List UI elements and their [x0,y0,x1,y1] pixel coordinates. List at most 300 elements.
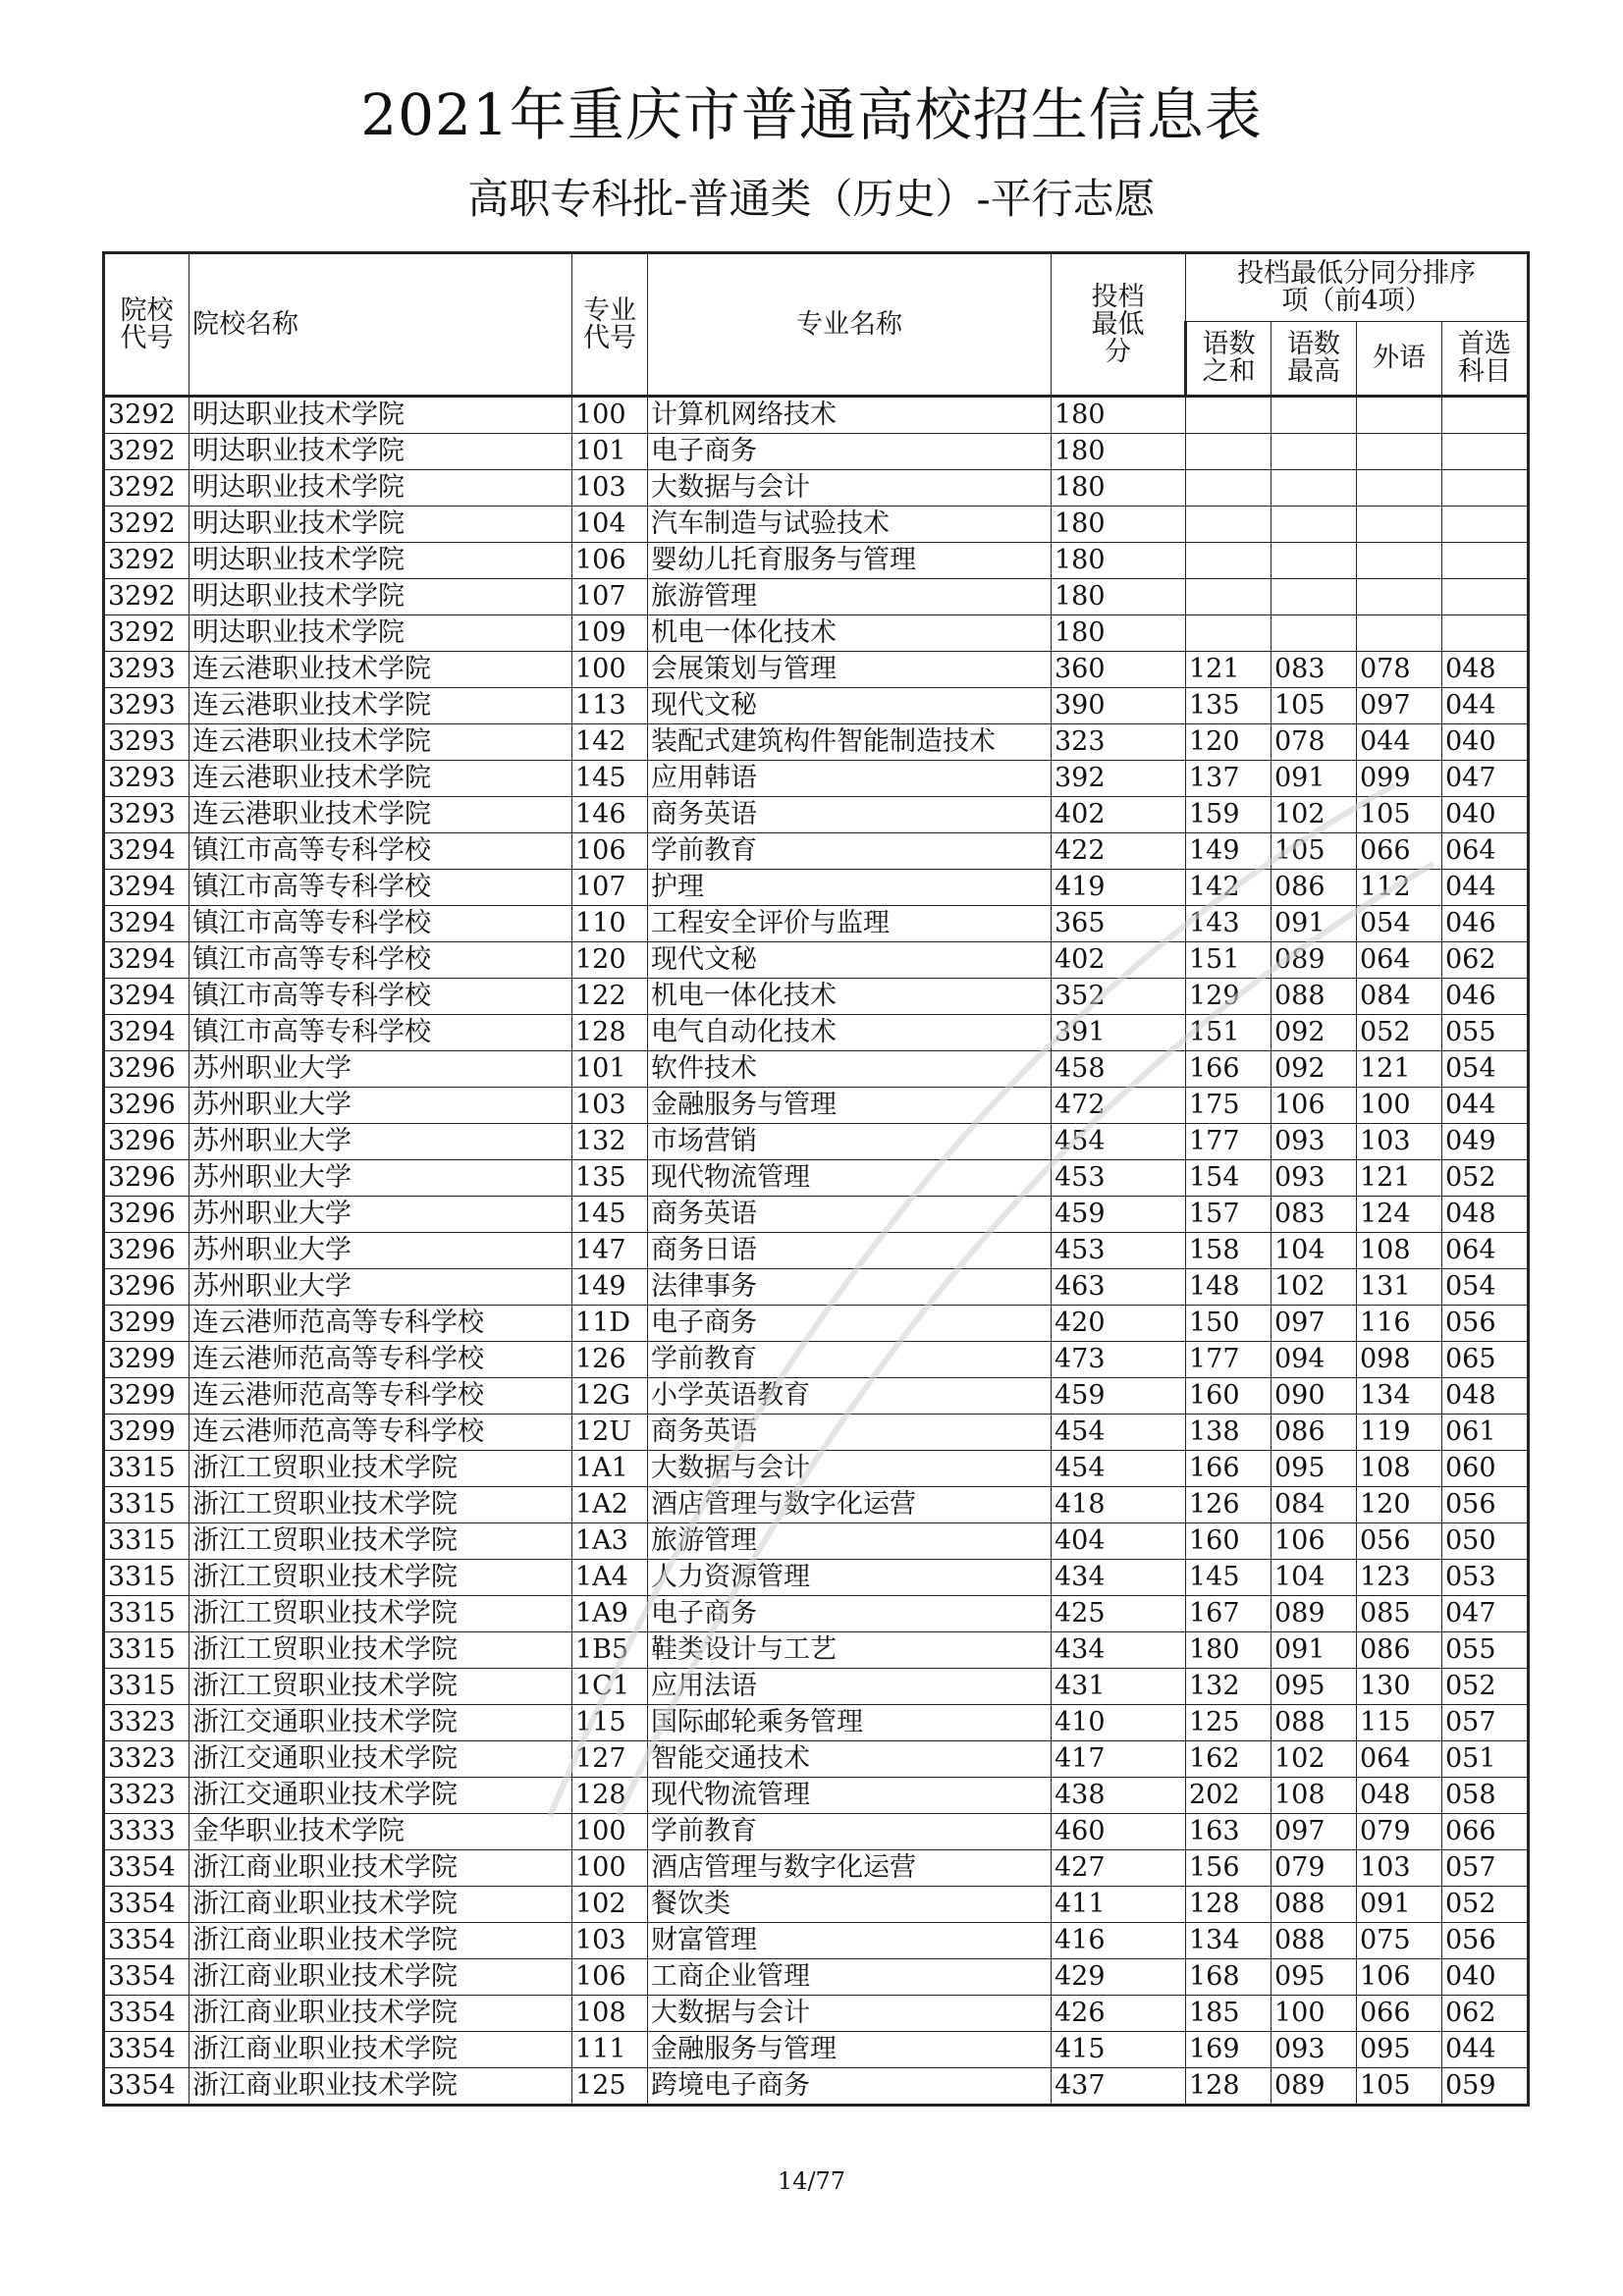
cell-school-name: 镇江市高等专科学校 [189,833,572,870]
cell-school-code: 3296 [104,1197,189,1233]
table-row [104,1705,1529,1741]
header-chinese-math-max: 语数 最高 [1271,322,1357,397]
cell-chinese-math-sum: 129 [1186,979,1271,1015]
cell-major-name: 财富管理 [648,1923,1052,1959]
cell-school-name: 浙江商业职业技术学院 [189,1996,572,2032]
cell-chinese-math-sum: 145 [1186,1560,1271,1596]
cell-min-score: 419 [1052,870,1186,906]
cell-foreign-language: 084 [1357,979,1442,1015]
cell-chinese-math-sum: 159 [1186,797,1271,833]
cell-school-code: 3315 [104,1632,189,1669]
cell-first-choice-subject: 060 [1442,1451,1529,1487]
cell-min-score: 323 [1052,724,1186,761]
cell-major-name: 商务英语 [648,797,1052,833]
cell-major-name: 鞋类设计与工艺 [648,1632,1052,1669]
cell-school-name: 浙江商业职业技术学院 [189,2032,572,2068]
cell-foreign-language: 078 [1357,652,1442,688]
cell-school-code: 3296 [104,1124,189,1160]
cell-major-name: 人力资源管理 [648,1560,1052,1596]
cell-min-score: 458 [1052,1051,1186,1088]
cell-chinese-math-sum: 138 [1186,1415,1271,1451]
table-row [104,1632,1529,1669]
cell-chinese-math-sum: 166 [1186,1051,1271,1088]
table-row [104,1959,1529,1996]
cell-school-name: 连云港师范高等专科学校 [189,1342,572,1378]
cell-school-code: 3292 [104,434,189,470]
cell-school-code: 3294 [104,833,189,870]
cell-min-score: 402 [1052,797,1186,833]
cell-first-choice-subject: 046 [1442,906,1529,942]
cell-school-name: 浙江商业职业技术学院 [189,1887,572,1923]
table-row [104,1306,1529,1342]
cell-major-code: 109 [572,615,648,652]
cell-major-code: 108 [572,1996,648,2032]
cell-chinese-math-sum: 128 [1186,1887,1271,1923]
cell-first-choice-subject: 040 [1442,797,1529,833]
cell-major-code: 103 [572,1088,648,1124]
cell-school-name: 浙江商业职业技术学院 [189,1959,572,1996]
cell-min-score: 402 [1052,942,1186,979]
cell-first-choice-subject: 061 [1442,1415,1529,1451]
cell-chinese-math-max: 105 [1271,833,1357,870]
cell-foreign-language: 103 [1357,1850,1442,1887]
cell-chinese-math-sum: 150 [1186,1306,1271,1342]
cell-school-code: 3292 [104,507,189,543]
cell-min-score: 416 [1052,1923,1186,1959]
cell-min-score: 417 [1052,1741,1186,1778]
cell-school-name: 浙江工贸职业技术学院 [189,1632,572,1669]
table-row [104,833,1529,870]
cell-school-code: 3315 [104,1451,189,1487]
cell-major-code: 146 [572,797,648,833]
cell-foreign-language: 121 [1357,1160,1442,1197]
table-row [104,470,1529,507]
cell-major-name: 机电一体化技术 [648,615,1052,652]
cell-chinese-math-sum: 157 [1186,1197,1271,1233]
cell-min-score: 422 [1052,833,1186,870]
cell-first-choice-subject: 057 [1442,1705,1529,1741]
cell-school-code: 3299 [104,1342,189,1378]
cell-first-choice-subject: 062 [1442,1996,1529,2032]
table-row [104,1451,1529,1487]
cell-min-score: 454 [1052,1451,1186,1487]
cell-chinese-math-sum: 143 [1186,906,1271,942]
cell-min-score: 180 [1052,615,1186,652]
cell-chinese-math-max: 106 [1271,1088,1357,1124]
cell-foreign-language: 048 [1357,1778,1442,1814]
cell-foreign-language: 056 [1357,1523,1442,1560]
cell-major-code: 106 [572,1959,648,1996]
cell-school-code: 3293 [104,761,189,797]
cell-foreign-language: 123 [1357,1560,1442,1596]
cell-chinese-math-max: 078 [1271,724,1357,761]
cell-major-code: 132 [572,1124,648,1160]
cell-chinese-math-sum: 126 [1186,1487,1271,1523]
cell-min-score: 418 [1052,1487,1186,1523]
cell-major-code: 125 [572,2068,648,2106]
cell-first-choice-subject: 065 [1442,1342,1529,1378]
cell-major-name: 智能交通技术 [648,1741,1052,1778]
table-row [104,942,1529,979]
cell-first-choice-subject [1442,543,1529,579]
cell-min-score: 180 [1052,434,1186,470]
cell-chinese-math-max: 088 [1271,1887,1357,1923]
cell-school-name: 浙江商业职业技术学院 [189,1850,572,1887]
cell-chinese-math-max [1271,434,1357,470]
cell-foreign-language: 097 [1357,688,1442,724]
cell-foreign-language: 054 [1357,906,1442,942]
cell-major-code: 127 [572,1741,648,1778]
cell-chinese-math-sum: 202 [1186,1778,1271,1814]
cell-foreign-language [1357,434,1442,470]
cell-chinese-math-sum: 154 [1186,1160,1271,1197]
cell-major-code: 145 [572,1197,648,1233]
cell-foreign-language: 098 [1357,1342,1442,1378]
cell-major-name: 小学英语教育 [648,1378,1052,1415]
table-row [104,652,1529,688]
cell-major-code: 128 [572,1778,648,1814]
cell-school-name: 浙江交通职业技术学院 [189,1705,572,1741]
table-row [104,1814,1529,1850]
cell-min-score: 180 [1052,397,1186,434]
cell-min-score: 459 [1052,1197,1186,1233]
cell-chinese-math-max: 083 [1271,1197,1357,1233]
admission-table [102,251,1530,2107]
cell-school-name: 浙江工贸职业技术学院 [189,1451,572,1487]
cell-first-choice-subject [1442,615,1529,652]
table-row [104,1523,1529,1560]
cell-first-choice-subject: 056 [1442,1306,1529,1342]
header-chinese-math-sum: 语数 之和 [1186,322,1271,397]
cell-min-score: 390 [1052,688,1186,724]
header-foreign-language: 外语 [1357,322,1442,397]
cell-major-name: 大数据与会计 [648,1451,1052,1487]
cell-foreign-language: 106 [1357,1959,1442,1996]
cell-school-name: 镇江市高等专科学校 [189,1015,572,1051]
cell-chinese-math-sum: 167 [1186,1596,1271,1632]
cell-major-code: 100 [572,1850,648,1887]
cell-foreign-language: 108 [1357,1233,1442,1269]
cell-major-code: 102 [572,1887,648,1923]
cell-first-choice-subject: 059 [1442,2068,1529,2106]
cell-chinese-math-max: 106 [1271,1523,1357,1560]
table-row [104,543,1529,579]
cell-chinese-math-max: 089 [1271,2068,1357,2106]
cell-major-name: 商务日语 [648,1233,1052,1269]
cell-foreign-language [1357,543,1442,579]
page-number: 14/77 [777,2167,846,2195]
cell-school-name: 连云港职业技术学院 [189,761,572,797]
cell-foreign-language [1357,470,1442,507]
cell-min-score: 434 [1052,1632,1186,1669]
cell-chinese-math-max: 088 [1271,1705,1357,1741]
cell-major-name: 金融服务与管理 [648,2032,1052,2068]
cell-major-code: 101 [572,434,648,470]
cell-chinese-math-max: 079 [1271,1850,1357,1887]
cell-chinese-math-sum: 163 [1186,1814,1271,1850]
cell-chinese-math-sum [1186,507,1271,543]
cell-min-score: 391 [1052,1015,1186,1051]
cell-first-choice-subject: 044 [1442,870,1529,906]
cell-foreign-language [1357,579,1442,615]
cell-school-name: 苏州职业大学 [189,1269,572,1306]
cell-major-name: 计算机网络技术 [648,397,1052,434]
cell-school-name: 连云港职业技术学院 [189,688,572,724]
cell-school-name: 镇江市高等专科学校 [189,979,572,1015]
cell-school-code: 3315 [104,1523,189,1560]
cell-chinese-math-max: 102 [1271,797,1357,833]
cell-min-score: 434 [1052,1560,1186,1596]
cell-chinese-math-sum [1186,434,1271,470]
cell-chinese-math-max: 091 [1271,761,1357,797]
cell-min-score: 410 [1052,1705,1186,1741]
cell-chinese-math-max: 097 [1271,1814,1357,1850]
cell-first-choice-subject: 047 [1442,1596,1529,1632]
cell-foreign-language: 066 [1357,1996,1442,2032]
cell-chinese-math-max: 108 [1271,1778,1357,1814]
cell-major-code: 100 [572,652,648,688]
table-row [104,507,1529,543]
cell-school-name: 浙江工贸职业技术学院 [189,1523,572,1560]
cell-major-name: 商务英语 [648,1415,1052,1451]
cell-school-name: 连云港师范高等专科学校 [189,1378,572,1415]
cell-chinese-math-sum: 177 [1186,1124,1271,1160]
cell-school-name: 浙江交通职业技术学院 [189,1741,572,1778]
cell-chinese-math-max: 091 [1271,1632,1357,1669]
cell-first-choice-subject: 050 [1442,1523,1529,1560]
cell-chinese-math-sum: 148 [1186,1269,1271,1306]
cell-major-name: 餐饮类 [648,1887,1052,1923]
cell-chinese-math-max: 105 [1271,688,1357,724]
cell-major-name: 装配式建筑构件智能制造技术 [648,724,1052,761]
cell-min-score: 460 [1052,1814,1186,1850]
cell-chinese-math-max: 092 [1271,1051,1357,1088]
cell-first-choice-subject [1442,507,1529,543]
table-row [104,1415,1529,1451]
cell-major-code: 115 [572,1705,648,1741]
cell-first-choice-subject [1442,470,1529,507]
cell-major-code: 111 [572,2032,648,2068]
cell-school-name: 苏州职业大学 [189,1124,572,1160]
header-tiebreak-group: 投档最低分同分排序 项（前4项） [1186,253,1529,322]
cell-chinese-math-max: 104 [1271,1560,1357,1596]
cell-school-name: 连云港职业技术学院 [189,724,572,761]
cell-foreign-language: 105 [1357,2068,1442,2106]
cell-major-name: 大数据与会计 [648,470,1052,507]
header-school-name: 院校名称 [189,253,572,397]
cell-major-code: 128 [572,1015,648,1051]
cell-chinese-math-sum: 156 [1186,1850,1271,1887]
cell-major-code: 101 [572,1051,648,1088]
cell-chinese-math-max: 090 [1271,1378,1357,1415]
cell-min-score: 426 [1052,1996,1186,2032]
cell-major-code: 145 [572,761,648,797]
table-row [104,1669,1529,1705]
cell-min-score: 454 [1052,1415,1186,1451]
cell-major-code: 100 [572,397,648,434]
cell-school-name: 浙江工贸职业技术学院 [189,1487,572,1523]
cell-min-score: 425 [1052,1596,1186,1632]
cell-chinese-math-sum: 185 [1186,1996,1271,2032]
cell-school-code: 3323 [104,1741,189,1778]
cell-chinese-math-max: 086 [1271,1415,1357,1451]
cell-foreign-language [1357,397,1442,434]
table-row [104,1596,1529,1632]
cell-school-code: 3323 [104,1705,189,1741]
cell-first-choice-subject: 046 [1442,979,1529,1015]
cell-major-name: 旅游管理 [648,1523,1052,1560]
cell-min-score: 352 [1052,979,1186,1015]
cell-chinese-math-max [1271,615,1357,652]
cell-first-choice-subject: 062 [1442,942,1529,979]
cell-school-name: 苏州职业大学 [189,1160,572,1197]
cell-chinese-math-sum: 121 [1186,652,1271,688]
table-row [104,434,1529,470]
cell-first-choice-subject: 058 [1442,1778,1529,1814]
cell-min-score: 453 [1052,1233,1186,1269]
cell-first-choice-subject: 053 [1442,1560,1529,1596]
cell-min-score: 472 [1052,1088,1186,1124]
cell-chinese-math-sum: 162 [1186,1741,1271,1778]
cell-chinese-math-sum: 180 [1186,1632,1271,1669]
cell-major-name: 酒店管理与数字化运营 [648,1850,1052,1887]
cell-first-choice-subject: 048 [1442,1197,1529,1233]
cell-school-code: 3315 [104,1669,189,1705]
cell-school-code: 3354 [104,2068,189,2106]
table-row [104,1124,1529,1160]
cell-foreign-language: 120 [1357,1487,1442,1523]
cell-chinese-math-sum [1186,543,1271,579]
cell-major-name: 汽车制造与试验技术 [648,507,1052,543]
cell-school-code: 3292 [104,579,189,615]
cell-school-name: 浙江工贸职业技术学院 [189,1596,572,1632]
cell-chinese-math-max: 104 [1271,1233,1357,1269]
cell-major-name: 工商企业管理 [648,1959,1052,1996]
cell-school-code: 3354 [104,2032,189,2068]
cell-first-choice-subject [1442,579,1529,615]
cell-chinese-math-max [1271,397,1357,434]
table-row [104,1778,1529,1814]
table-row [104,1996,1529,2032]
cell-major-name: 跨境电子商务 [648,2068,1052,2106]
table-row [104,906,1529,942]
cell-school-name: 苏州职业大学 [189,1051,572,1088]
cell-major-code: 11D [572,1306,648,1342]
cell-first-choice-subject: 040 [1442,724,1529,761]
cell-major-code: 107 [572,870,648,906]
cell-major-code: 122 [572,979,648,1015]
cell-major-code: 106 [572,833,648,870]
cell-min-score: 180 [1052,507,1186,543]
cell-first-choice-subject: 056 [1442,1487,1529,1523]
cell-school-code: 3296 [104,1233,189,1269]
cell-major-code: 142 [572,724,648,761]
cell-foreign-language: 134 [1357,1378,1442,1415]
cell-school-code: 3354 [104,1996,189,2032]
cell-school-code: 3299 [104,1306,189,1342]
cell-chinese-math-max: 097 [1271,1306,1357,1342]
cell-chinese-math-sum [1186,579,1271,615]
cell-foreign-language: 075 [1357,1923,1442,1959]
table-row [104,979,1529,1015]
cell-foreign-language [1357,615,1442,652]
cell-major-code: 135 [572,1160,648,1197]
cell-school-code: 3299 [104,1378,189,1415]
cell-school-code: 3354 [104,1923,189,1959]
table-row [104,397,1529,434]
cell-chinese-math-sum: 168 [1186,1959,1271,1996]
cell-min-score: 392 [1052,761,1186,797]
header-major-name: 专业名称 [648,253,1052,397]
cell-first-choice-subject: 064 [1442,833,1529,870]
cell-foreign-language: 066 [1357,833,1442,870]
cell-school-code: 3292 [104,543,189,579]
cell-chinese-math-sum: 120 [1186,724,1271,761]
table-row [104,1560,1529,1596]
cell-school-code: 3293 [104,724,189,761]
cell-school-code: 3293 [104,688,189,724]
cell-major-name: 婴幼儿托育服务与管理 [648,543,1052,579]
cell-chinese-math-max [1271,543,1357,579]
cell-foreign-language: 124 [1357,1197,1442,1233]
cell-min-score: 180 [1052,470,1186,507]
cell-foreign-language [1357,507,1442,543]
cell-chinese-math-sum: 142 [1186,870,1271,906]
cell-school-name: 苏州职业大学 [189,1088,572,1124]
cell-major-name: 法律事务 [648,1269,1052,1306]
cell-school-code: 3293 [104,797,189,833]
cell-min-score: 411 [1052,1887,1186,1923]
cell-foreign-language: 116 [1357,1306,1442,1342]
table-row [104,870,1529,906]
cell-school-code: 3354 [104,1959,189,1996]
cell-school-name: 连云港职业技术学院 [189,797,572,833]
table-row [104,2032,1529,2068]
table-row [104,797,1529,833]
cell-school-name: 明达职业技术学院 [189,507,572,543]
cell-major-name: 酒店管理与数字化运营 [648,1487,1052,1523]
cell-foreign-language: 064 [1357,1741,1442,1778]
cell-chinese-math-max: 091 [1271,906,1357,942]
table-row [104,1923,1529,1959]
cell-chinese-math-sum: 137 [1186,761,1271,797]
cell-chinese-math-max: 102 [1271,1269,1357,1306]
cell-chinese-math-sum [1186,470,1271,507]
cell-school-code: 3292 [104,470,189,507]
cell-school-code: 3296 [104,1269,189,1306]
cell-chinese-math-max: 095 [1271,1451,1357,1487]
cell-major-name: 大数据与会计 [648,1996,1052,2032]
cell-foreign-language: 112 [1357,870,1442,906]
cell-school-name: 浙江工贸职业技术学院 [189,1669,572,1705]
cell-first-choice-subject [1442,397,1529,434]
cell-school-code: 3294 [104,870,189,906]
cell-major-name: 电子商务 [648,434,1052,470]
cell-school-code: 3354 [104,1887,189,1923]
cell-chinese-math-sum: 158 [1186,1233,1271,1269]
cell-major-code: 126 [572,1342,648,1378]
cell-major-code: 106 [572,543,648,579]
cell-major-code: 1A2 [572,1487,648,1523]
cell-chinese-math-max: 089 [1271,942,1357,979]
cell-major-name: 现代文秘 [648,688,1052,724]
header-first-choice-subject: 首选 科目 [1442,322,1529,397]
cell-min-score: 437 [1052,2068,1186,2106]
cell-chinese-math-sum: 166 [1186,1451,1271,1487]
cell-foreign-language: 044 [1357,724,1442,761]
cell-first-choice-subject: 047 [1442,761,1529,797]
cell-chinese-math-max: 084 [1271,1487,1357,1523]
